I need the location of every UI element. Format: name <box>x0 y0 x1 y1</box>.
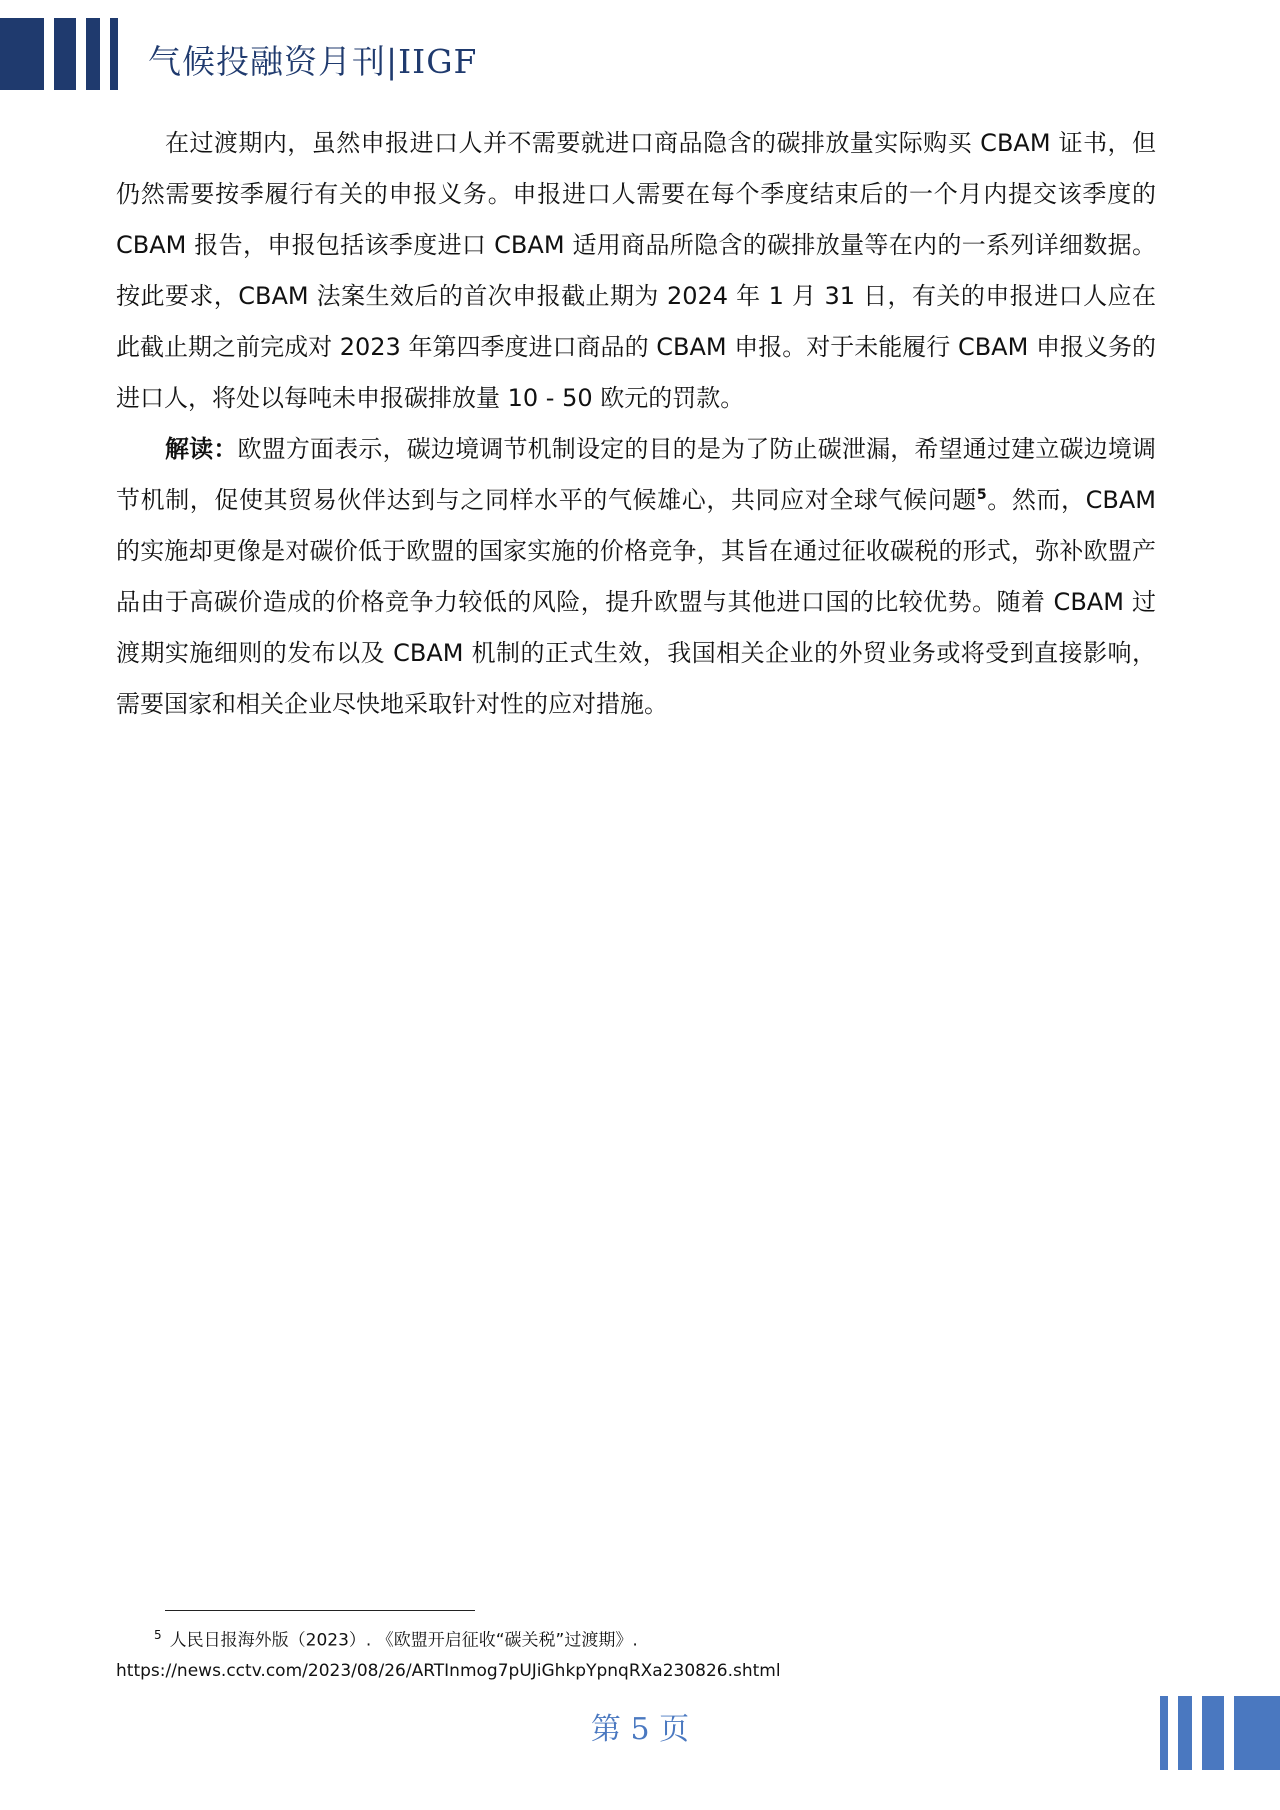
paragraph <box>116 424 1156 730</box>
footer-bar <box>1234 1696 1280 1770</box>
footnote <box>116 1620 1176 1686</box>
header-bar <box>0 18 44 90</box>
footnote-text: 人民日报海外版（2023）. 《欧盟开启征收“碳关税”过渡期》. <box>169 1630 638 1651</box>
header-bar <box>110 18 118 90</box>
footnote-number: 5 <box>154 1628 162 1642</box>
paragraph-text: 欧盟方面表示，碳边境调节机制设定的目的是为了防止碳泄漏，希望通过建立碳边境调节机制，促使其贸易伙伴达到与之同样水平的气候雄心，共同应对全球气候问题 <box>116 435 1157 514</box>
article-body <box>116 118 1156 730</box>
paragraph-text: 。然而，CBAM 的实施却更像是对碳价低于欧盟的国家实施的价格竞争，其旨在通过征收碳税的形式，弥补欧盟产品由于高碳价造成的价格竞争力较低的风险，提升欧盟与其他进口国的比较优势。随着 CBAM 过渡期实施细则的发布以及 CBAM 机制的正式生效，我国相关企业的外贸业务或将受到直接影响，需要国家和相关企业尽快地采取针对性的应对措施。 <box>116 486 1156 718</box>
paragraph-lead: 解读： <box>165 435 238 463</box>
header-bar <box>86 18 100 90</box>
footer-bar <box>1202 1696 1224 1770</box>
header-title: 气候投融资月刊|IIGF <box>148 42 478 81</box>
paragraph <box>116 118 1156 424</box>
paragraph-text: 在过渡期内，虽然申报进口人并不需要就进口商品隐含的碳排放量实际购买 CBAM 证书，但仍然需要按季履行有关的申报义务。申报进口人需要在每个季度结束后的一个月内提交该季度的 CBAM 报告，申报包括该季度进口 CBAM 适用商品所隐含的碳排放量等在内的一系列详细数据。按此要求，CBAM 法案生效后的首次申报截止期为 2024 年 1 月 31 日，有关的申报进口人应在此截止期之前完成对 2023 年第四季度进口商品的 CBAM 申报。对于未能履行 CBAM 申报义务的进口人，将处以每吨未申报碳排放量 10 - 50 欧元的罚款。 <box>116 129 1156 412</box>
footer-bar <box>1178 1696 1192 1770</box>
footer-bar <box>1160 1696 1168 1770</box>
footnote-divider <box>165 1610 475 1611</box>
footnote-ref[interactable]: 5 <box>976 487 987 503</box>
header-bar <box>54 18 76 90</box>
footnote-url[interactable]: https://news.cctv.com/2023/08/26/ARTInmog7pUJiGhkpYpnqRXa230826.shtml <box>116 1660 781 1681</box>
page-number: 第 5 页 <box>590 1712 690 1747</box>
